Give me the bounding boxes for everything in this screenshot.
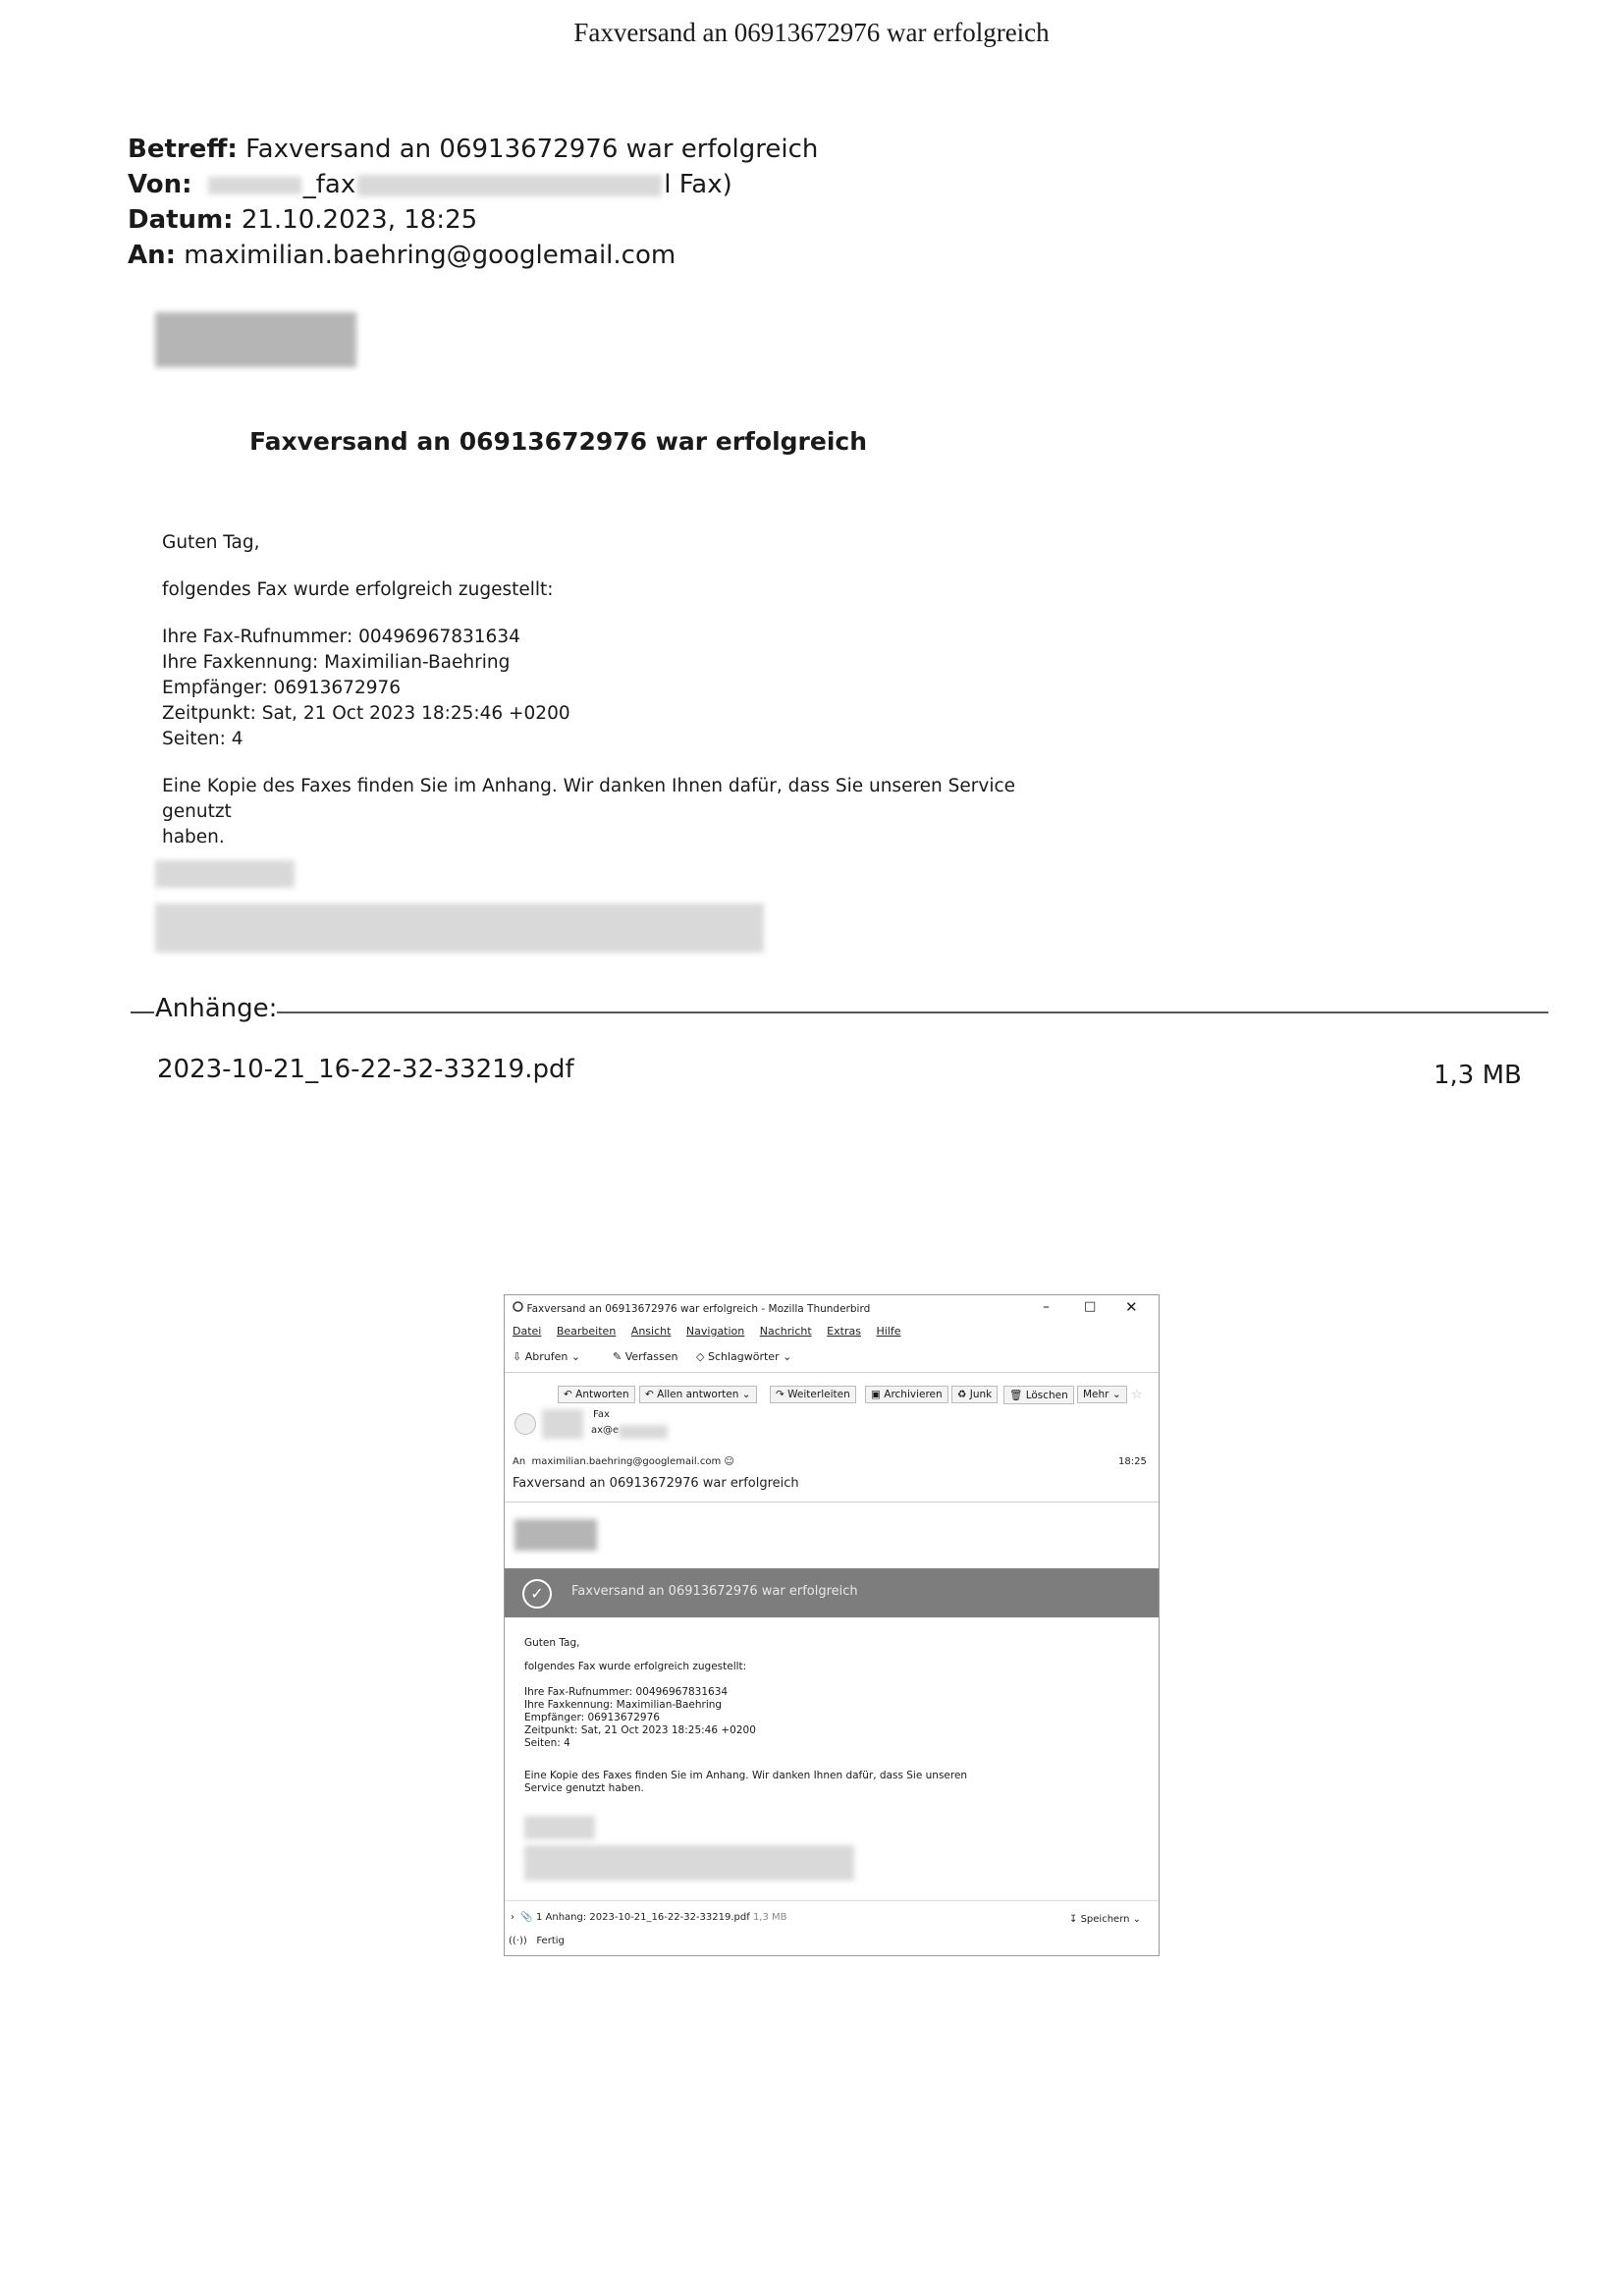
thunderbird-logo-icon (513, 1301, 523, 1315)
verfassen-button[interactable] (613, 1350, 678, 1363)
from-row (128, 167, 732, 202)
reply-label: Antworten (575, 1389, 629, 1400)
forward-button[interactable] (770, 1386, 856, 1403)
menu-nachricht[interactable]: Nachricht (759, 1325, 812, 1338)
redacted-signature-name (524, 1816, 595, 1839)
download-icon: ⇩ (513, 1350, 522, 1363)
forward-icon: ↷ (776, 1389, 784, 1400)
menu-hilfe[interactable]: Hilfe (876, 1325, 901, 1338)
menu-datei[interactable]: Datei (513, 1325, 542, 1338)
menu-navigation[interactable]: Navigation (685, 1325, 745, 1338)
tb-greeting: Guten Tag, (524, 1637, 580, 1649)
expand-attachments-button[interactable] (511, 1912, 787, 1923)
chevron-down-icon[interactable]: ⌄ (570, 1350, 581, 1363)
attachments-divider-right (277, 1011, 1548, 1013)
body-title: Faxversand an 06913672976 war erfolgreich (249, 427, 868, 456)
to-label: An: (128, 241, 177, 270)
reply-button[interactable] (558, 1386, 635, 1403)
abrufen-label: Abrufen (524, 1350, 568, 1363)
message-subject: Faxversand an 06913672976 war erfolgreich (513, 1476, 799, 1491)
redacted-signature-address (155, 903, 764, 953)
star-icon[interactable]: ☆ (1131, 1388, 1143, 1402)
download-icon: ↧ (1069, 1914, 1078, 1925)
attachment-file-size: 1,3 MB (1434, 1061, 1522, 1090)
header-divider (505, 1502, 1159, 1503)
attachment-divider (505, 1900, 1159, 1901)
trash-icon: 🗑 (1009, 1390, 1023, 1401)
redacted-sender-address (619, 1425, 668, 1439)
redacted-signature-address (524, 1845, 854, 1881)
date-label: Datum: (128, 205, 234, 235)
junk-icon: ♻ (957, 1389, 967, 1400)
reply-all-icon: ↶ (645, 1389, 654, 1400)
banner-text: Faxversand an 06913672976 war erfolgreich (571, 1584, 858, 1599)
maximize-icon[interactable]: □ (1084, 1299, 1097, 1314)
from-visible-end: l Fax) (664, 170, 732, 199)
forward-label: Weiterleiten (787, 1389, 850, 1400)
subject-label: Betreff: (128, 135, 238, 164)
close-icon[interactable]: ✕ (1125, 1298, 1138, 1316)
body-closing: Eine Kopie des Faxes finden Sie im Anhang. Wir danken Ihnen dafür, dass Sie unseren Service genutzt haben. (162, 776, 1016, 847)
archive-button[interactable] (865, 1386, 948, 1403)
to-row (128, 238, 676, 273)
redacted-sender-domain (357, 175, 662, 196)
redacted-logo (155, 312, 356, 367)
more-label: Mehr (1083, 1389, 1109, 1400)
reply-icon: ↶ (564, 1389, 572, 1400)
body-intro: folgendes Fax wurde erfolgreich zugestellt: (162, 579, 554, 600)
chevron-right-icon: › (511, 1912, 514, 1923)
chevron-down-icon[interactable]: ⌄ (783, 1350, 792, 1363)
success-banner (505, 1568, 1159, 1617)
attachments-divider-left (131, 1011, 154, 1013)
redacted-signature-name (155, 860, 295, 888)
recipient-row (513, 1456, 734, 1467)
junk-button[interactable] (951, 1386, 998, 1403)
reply-all-button[interactable] (639, 1386, 757, 1403)
abrufen-button[interactable] (513, 1350, 580, 1363)
to-value: maximilian.baehring@googlemail.com (184, 241, 676, 270)
tb-closing: Eine Kopie des Faxes finden Sie im Anhang. Wir danken Ihnen dafür, dass Sie unseren Service genutzt haben. (524, 1770, 968, 1794)
subject-row (128, 132, 818, 167)
avatar (514, 1413, 536, 1435)
menu-extras[interactable]: Extras (827, 1325, 861, 1338)
menu-bar (513, 1325, 912, 1338)
attachment-bar-size: 1,3 MB (752, 1912, 787, 1923)
attachment-file-name[interactable]: 2023-10-21_16-22-32-33219.pdf (157, 1055, 574, 1084)
attachments-label: Anhänge: (155, 994, 278, 1023)
thunderbird-screenshot (504, 1294, 1160, 1956)
archive-icon: ▣ (871, 1389, 881, 1400)
pencil-icon: ✎ (613, 1350, 622, 1363)
attachment-bar-label: 1 Anhang: 2023-10-21_16-22-32-33219.pdf (536, 1912, 750, 1923)
save-label: Speichern (1080, 1914, 1130, 1925)
schlagwoerter-button[interactable] (696, 1350, 791, 1363)
minimize-icon[interactable]: – (1043, 1299, 1050, 1315)
from-visible-mid: _fax (302, 170, 356, 199)
tb-intro: folgendes Fax wurde erfolgreich zugestellt: (524, 1661, 747, 1672)
to-label: An (513, 1456, 526, 1467)
chevron-down-icon[interactable]: ⌄ (1132, 1914, 1142, 1925)
more-button[interactable] (1077, 1386, 1127, 1403)
menu-bearbeiten[interactable]: Bearbeiten (556, 1325, 617, 1338)
window-title: Faxversand an 06913672976 war erfolgreich - Mozilla Thunderbird (526, 1303, 871, 1315)
status-bar (509, 1936, 565, 1946)
page-title: Faxversand an 06913672976 war erfolgreich (573, 18, 1050, 47)
schlagwoerter-label: Schlagwörter (707, 1350, 780, 1363)
redacted-logo (514, 1519, 597, 1551)
body-greeting: Guten Tag, (162, 532, 260, 553)
recipient-address[interactable]: maximilian.baehring@googlemail.com (531, 1456, 722, 1467)
paperclip-icon: 📎 (520, 1912, 533, 1923)
tb-details: Ihre Fax-Rufnummer: 00496967831634 Ihre Faxkennung: Maximilian-Baehring Empfänger: 06913672976 Zeitpunkt: Sat, 21 Oct 2023 18:25:46 +0200 Seiten: 4 (524, 1686, 756, 1749)
tag-icon: ◇ (696, 1350, 705, 1363)
contact-icon: ☺ (724, 1456, 734, 1467)
sender-addr-visible: ax@e (591, 1425, 620, 1436)
from-label: Von: (128, 170, 192, 199)
reply-all-label: Allen antworten (657, 1389, 739, 1400)
date-value: 21.10.2023, 18:25 (241, 205, 478, 235)
date-row (128, 202, 477, 238)
chevron-down-icon[interactable]: ⌄ (741, 1389, 751, 1400)
archive-label: Archivieren (884, 1389, 943, 1400)
redacted-sender (208, 177, 301, 194)
sender-name-visible: Fax (593, 1409, 610, 1420)
delete-button[interactable] (1003, 1386, 1074, 1404)
status-text: Fertig (536, 1936, 565, 1946)
toolbar-divider (505, 1372, 1159, 1373)
redacted-sender-name (542, 1409, 583, 1439)
menu-ansicht[interactable]: Ansicht (630, 1325, 672, 1338)
junk-label: Junk (969, 1389, 993, 1400)
save-button[interactable] (1069, 1914, 1141, 1925)
wireless-icon: ((·)) (509, 1936, 527, 1946)
chevron-down-icon: ⌄ (1111, 1389, 1121, 1400)
verfassen-label: Verfassen (624, 1350, 678, 1363)
check-circle-icon: ✓ (522, 1579, 552, 1609)
subject-value: Faxversand an 06913672976 war erfolgreich (245, 135, 819, 164)
message-time: 18:25 (1118, 1456, 1147, 1467)
window-titlebar (513, 1301, 870, 1315)
body-details: Ihre Fax-Rufnummer: 00496967831634 Ihre Faxkennung: Maximilian-Baehring Empfänger: 06913672976 Zeitpunkt: Sat, 21 Oct 2023 18:25:46 +0200 Seiten: 4 (162, 627, 570, 749)
delete-label: Löschen (1025, 1390, 1068, 1401)
